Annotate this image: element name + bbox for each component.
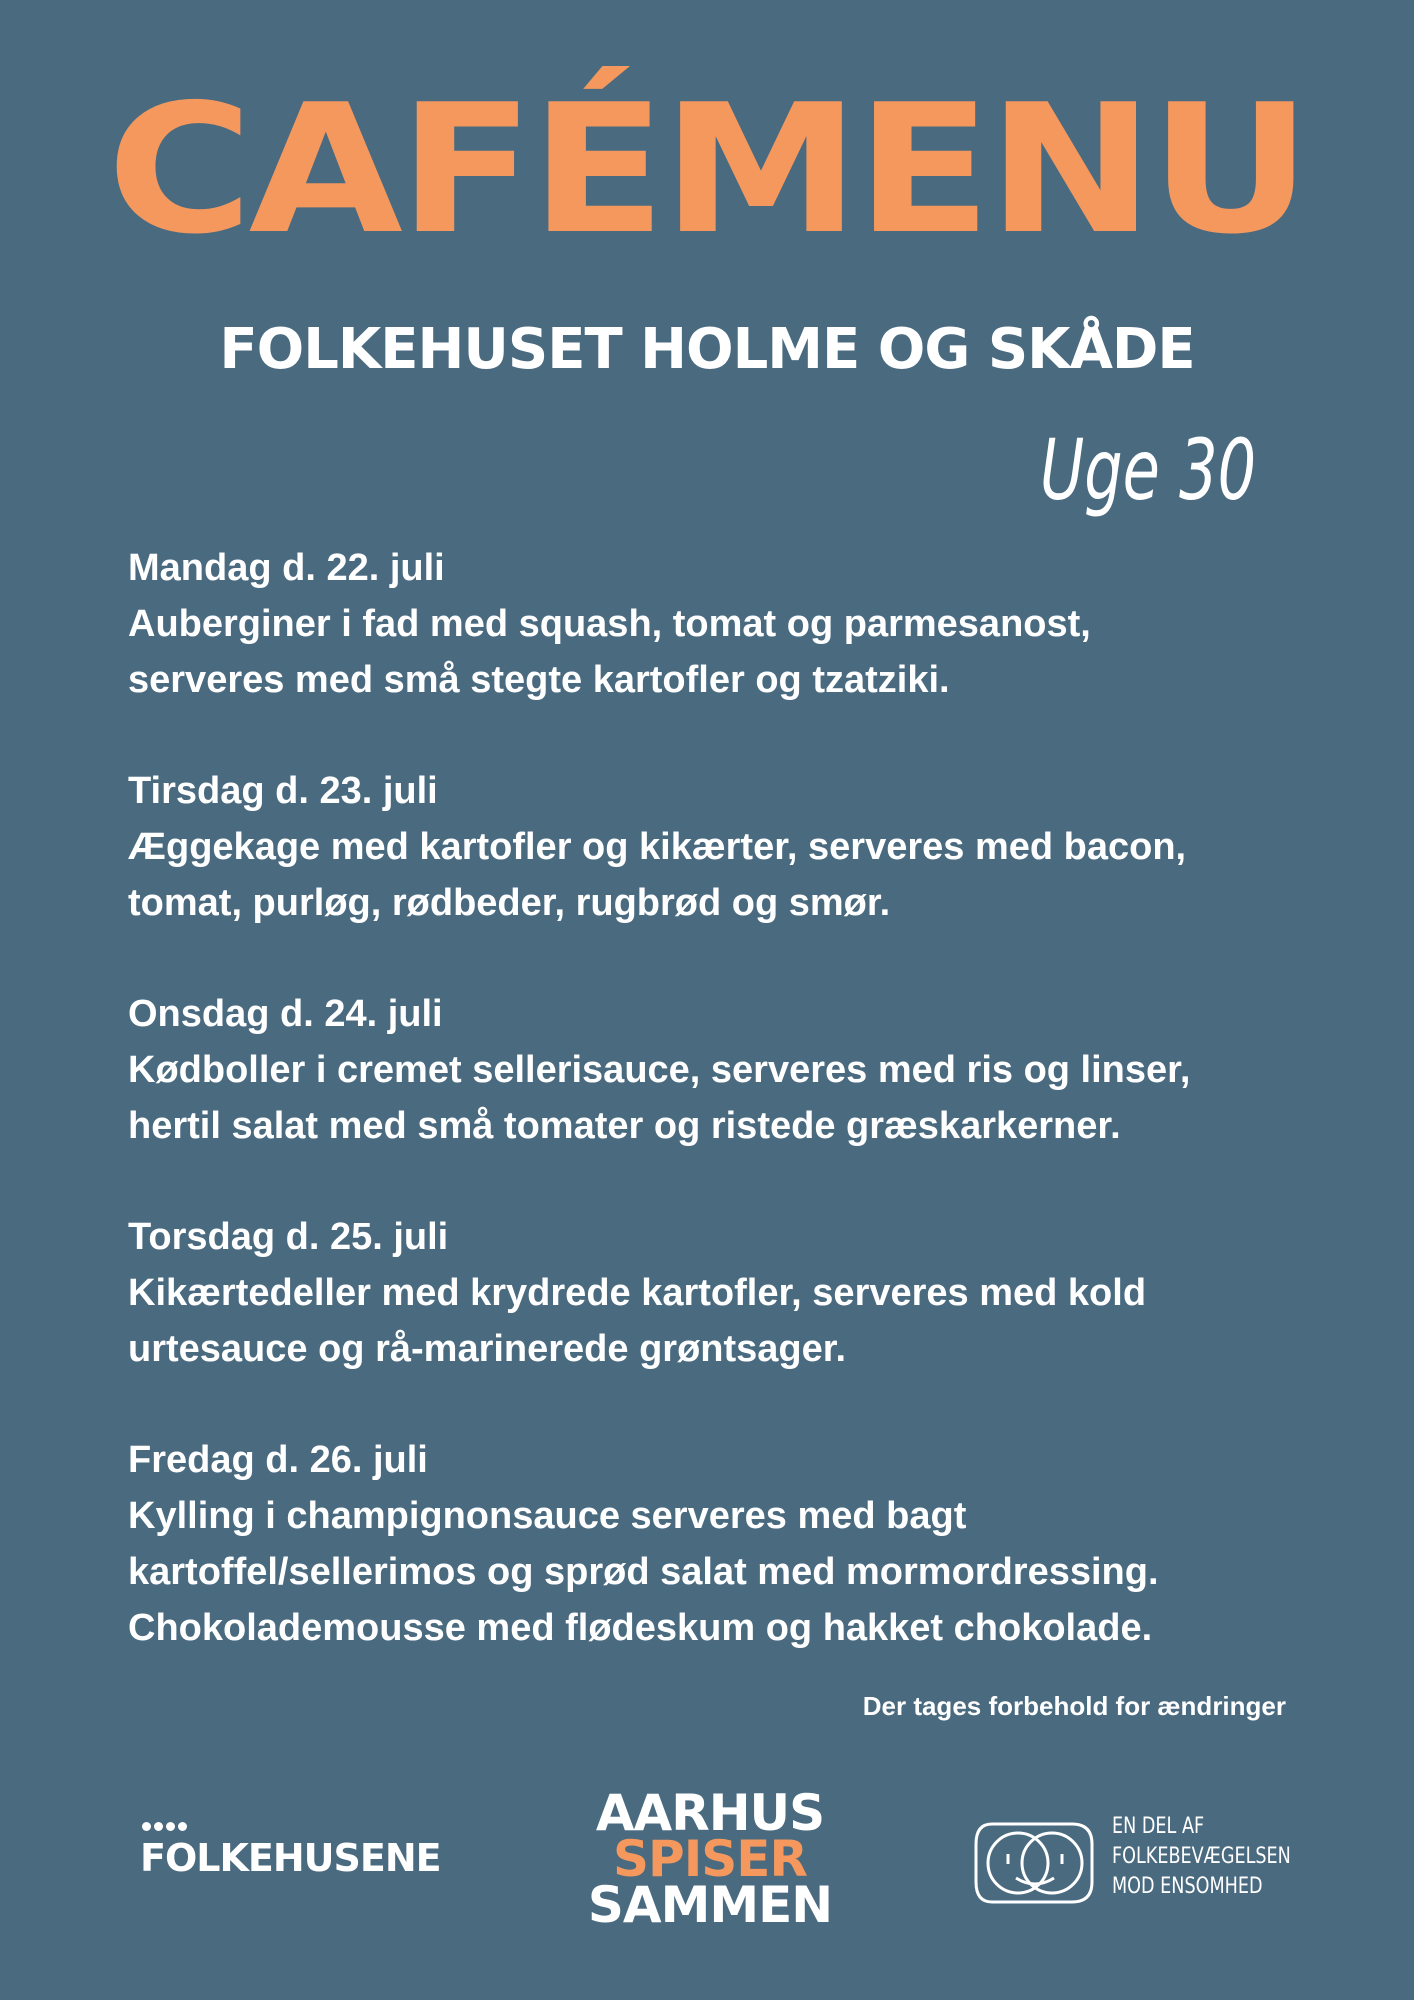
dish-line: Chokolademousse med flødeskum og hakket chokolade.	[128, 1607, 1153, 1649]
week-label: Uge 30	[1040, 421, 1257, 519]
day-heading: Torsdag d. 25. juli	[128, 1216, 449, 1258]
ensomhed-line: FOLKEBEVÆGELSEN	[1112, 1844, 1291, 1869]
dish-line: Kylling i champignonsauce serveres med bagt	[128, 1495, 967, 1537]
menu-day-wednesday	[128, 986, 1308, 1154]
menu-day-friday	[128, 1432, 1308, 1656]
menu-day-thursday	[128, 1209, 1308, 1377]
houses-icon	[142, 1822, 440, 1836]
dish-line: serveres med små stegte kartofler og tzatziki.	[128, 659, 950, 701]
dish-line: tomat, purløg, rødbeder, rugbrød og smør.	[128, 882, 891, 924]
dish-line: Kikærtedeller med krydrede kartofler, serveres med kold	[128, 1272, 1147, 1314]
dish-line: Æggekage med kartofler og kikærter, serveres med bacon,	[128, 826, 1187, 868]
folkehusene-wordmark: FOLKEHUSENE	[140, 1836, 441, 1880]
day-heading: Mandag d. 22. juli	[128, 547, 445, 589]
day-heading: Fredag d. 26. juli	[128, 1439, 428, 1481]
logo-line-aarhus: AARHUS	[595, 1784, 825, 1842]
page-subtitle: FOLKEHUSET HOLME OG SKÅDE	[219, 317, 1195, 382]
dish-line: kartoffel/sellerimos og sprød salat med mormordressing.	[128, 1551, 1159, 1593]
two-faces-icon	[972, 1818, 1098, 1908]
dish-line: urtesauce og rå-marinerede grøntsager.	[128, 1328, 847, 1370]
ensomhed-text	[1112, 1812, 1291, 1902]
day-heading: Onsdag d. 24. juli	[128, 993, 443, 1035]
ensomhed-line: EN DEL AF	[1112, 1814, 1205, 1839]
menu-list	[128, 540, 1308, 1711]
folkehusene-logo	[140, 1822, 440, 1878]
logo-line-spiser: SPISER	[613, 1830, 807, 1888]
page-title: CAFÉMENU	[106, 66, 1308, 273]
menu-day-monday	[128, 540, 1308, 708]
dish-line: hertil salat med små tomater og ristede græskarkerner.	[128, 1105, 1121, 1147]
folkebevaegelsen-logo	[972, 1812, 1292, 1912]
ensomhed-line: MOD ENSOMHED	[1112, 1874, 1263, 1899]
day-heading: Tirsdag d. 23. juli	[128, 770, 438, 812]
logo-line-sammen: SAMMEN	[587, 1876, 833, 1934]
disclaimer-text: Der tages forbehold for ændringer	[862, 1691, 1286, 1721]
menu-day-tuesday	[128, 763, 1308, 931]
dish-line: Auberginer i fad med squash, tomat og parmesanost,	[128, 603, 1091, 645]
aarhus-spiser-sammen-logo	[560, 1784, 860, 1934]
dish-line: Kødboller i cremet sellerisauce, serveres med ris og linser,	[128, 1049, 1191, 1091]
